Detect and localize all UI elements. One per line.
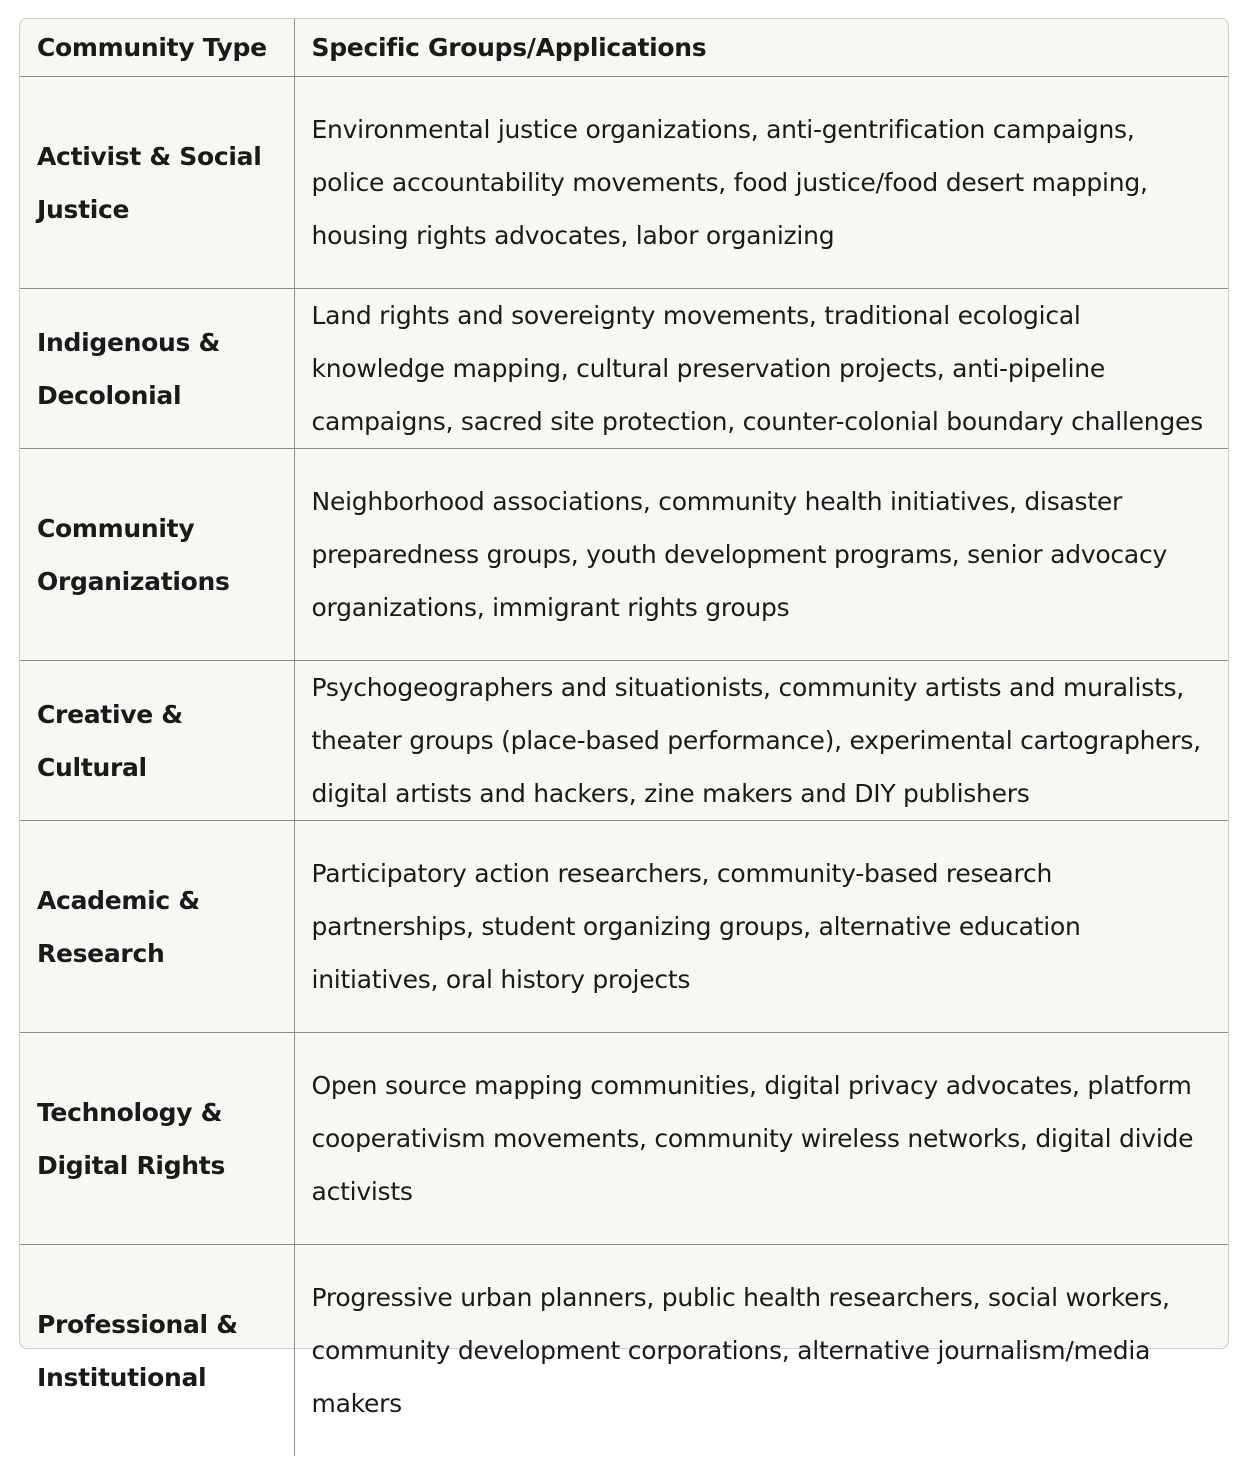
table-bottom-padding	[20, 1456, 1228, 1478]
community-type-cell: Academic & Research	[20, 821, 294, 1033]
community-type-cell: Indigenous & Decolonial	[20, 289, 294, 449]
community-table-container	[19, 18, 1229, 1418]
table-row	[20, 1245, 1228, 1457]
table-row	[20, 1033, 1228, 1245]
table-row	[20, 821, 1228, 1033]
groups-cell: Land rights and sovereignty movements, traditional ecological knowledge mapping, cultural preservation projects, anti-pipeline campaigns, sacred site protection, counter-colonial boundary challenges	[311, 301, 1203, 436]
community-type-cell: Activist & Social Justice	[20, 77, 294, 289]
header-specific-groups: Specific Groups/Applications	[294, 19, 1228, 77]
community-type-cell: Community Organizations	[20, 449, 294, 661]
table-row	[20, 661, 1228, 821]
groups-cell: Psychogeographers and situationists, community artists and muralists, theater groups (place-based performance), experimental cartographers, digital artists and hackers, zine makers and DIY publishers	[311, 673, 1201, 808]
community-type-cell: Creative & Cultural	[20, 661, 294, 821]
header-community-type: Community Type	[20, 19, 294, 77]
groups-cell: Participatory action researchers, community-based research partnerships, student organizing groups, alternative education initiatives, oral history projects	[311, 859, 1081, 994]
table-header-row	[20, 19, 1228, 77]
groups-cell: Neighborhood associations, community health initiatives, disaster preparedness groups, youth development programs, senior advocacy organizations, immigrant rights groups	[311, 487, 1168, 622]
community-type-cell: Technology & Digital Rights	[20, 1033, 294, 1245]
table-row	[20, 289, 1228, 449]
groups-cell: Open source mapping communities, digital privacy advocates, platform cooperativism movements, community wireless networks, digital divide activists	[311, 1071, 1194, 1206]
table-row	[20, 77, 1228, 289]
community-table	[20, 19, 1228, 1456]
table-row	[20, 449, 1228, 661]
community-type-cell: Professional & Institutional	[20, 1245, 294, 1457]
groups-cell: Environmental justice organizations, anti-gentrification campaigns, police accountability movements, food justice/food desert mapping, housing rights advocates, labor organizing	[311, 115, 1148, 250]
groups-cell: Progressive urban planners, public health researchers, social workers, community development corporations, alternative journalism/media makers	[311, 1283, 1170, 1418]
